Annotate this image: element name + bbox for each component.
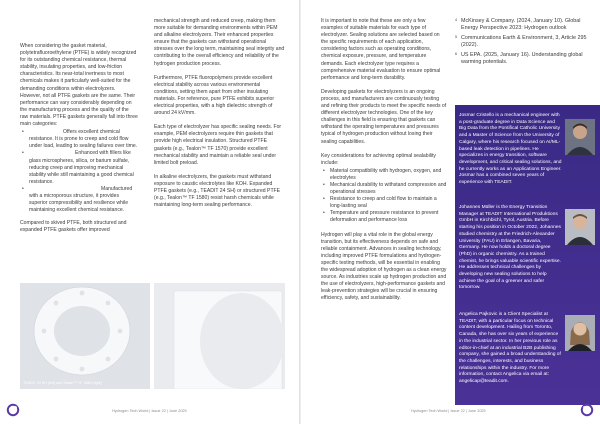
list-item: • Temperature and pressure resistance to prevent deformation and performance loss	[321, 210, 448, 224]
reference-item: 5 Communications Earth & Environment, 3, Article 295 (2022).	[455, 34, 587, 49]
left-column-2	[154, 18, 285, 216]
gasket-photo-left	[20, 283, 150, 389]
reference-item: 6 US EPA. (2025, January 16). Understanding global warming potentials.	[455, 51, 583, 66]
references-list	[455, 18, 597, 68]
left-footer: Hydrogen Tech World | Issue 22 | June 2025	[112, 409, 187, 413]
category-expanded: • Manufactured with a microporous structure, it provides superior compressibility and resilience while maintaining excellent chemical resistance.	[20, 186, 138, 214]
col3-paragraph-3: Key considerations for achieving optimal sealability include:	[321, 152, 436, 166]
reference-item: 4 McKinsey & Company. (2024, January 10). Global Energy Perspective 2023: Hydrogen outlook	[455, 18, 581, 32]
col3-paragraph-2: Developing gaskets for electrolyzers is an ongoing process, and manufacturers are continuously testing and refining their products to meet the specific needs of different electrolyzer technologies. One of the key challenges in this field is ensuring that gaskets can withstand the operating temperatures and pressures typical of hydrogen production without losing their sealing capabilities.	[321, 88, 447, 145]
photo-caption: TEADIT 24 SH (left) and Tealon™ TF 1580 (right)	[23, 381, 102, 385]
avatar	[565, 119, 595, 155]
compare-paragraph: Compared to skived PTFE, both structured and expanded PTFE gaskets offer improved	[20, 220, 127, 234]
bio-johannes: Johannes Müller is the Energy Transition Manager at TEADIT International Produktions GmbH in Kirchbichl, Tyrol, Austria. Before starting his position in October 2022, Johannes studied chemistry at the Friedrich-Alexander University (FAU) in Erlangen, Bavaria, Germany. He now holds a doctoral degree (PhD) in organic chemistry. As a trained chemist, he brings valuable scientific expertise. He addresses technical challenges by developing new sealing solutions to help achieve the goal of a greener and safer tomorrow.	[459, 205, 561, 291]
category-structured: • Enhanced with fillers like glass microspheres, silica, or barium sulfate, reducing creep and improving mechanical stability while still maintaining a good chemical resistance.	[20, 150, 138, 185]
gasket-ring-icon	[154, 283, 285, 389]
sealability-list	[321, 168, 448, 225]
right-footer: Hydrogen Tech World | Issue 22 | June 2025	[411, 409, 486, 413]
bio-josmar: Josmar Cristello is a mechanical engineer with a post-graduate degree in Data Science and Big Data from the Pontifical Catholic University and a Master of Science from the University of Calgary, where his research focused on AI/ML-based leak detection in pipelines. He specializes in energy transition, software development, and critical sealing solutions, and he currently works as an Applications Engineer. Josmar has a combined seven years of experience with TEADIT.	[459, 113, 562, 186]
avatar	[565, 209, 595, 245]
magazine-logo-icon	[6, 403, 20, 417]
category-skived: • Offers excellent chemical resistance. It is prone to creep and cold flow under load, leading to sealing failures over time.	[20, 129, 138, 150]
gasket-ring-icon	[20, 283, 150, 389]
list-item: • Mechanical durability to withstand compression and operational stresses	[321, 182, 448, 196]
col3-paragraph-1: It is important to note that these are only a few examples of suitable materials for each type of electrolyzer. Sealing solutions are selected based on the specific requirements of each application, considering factors such as operating conditions, chemical exposure, pressure, and temperature demands. Each electrolyzer type requires a comprehensive material evaluation to ensure optimal performance and long-term durability.	[321, 18, 441, 81]
bio-angelica: Angelica Pajkovic is a Client Specialist at TEADIT, with a particular focus on technical content development. Hailing from Toronto, Canada, she has over six years of experience in the industrial sector. In her previous role as editor-in-chief at an industrial B2B publishing company, she gained a broad understanding of the challenges, interests, and business relationships within the industry. For more information, contact Angelica via email at: angelicap@teadit.com.	[459, 312, 561, 385]
col3-paragraph-4: Hydrogen will play a vital role in the global energy transition, but its effectiveness depends on safe and reliable containment. Advances in sealing technology, including improved PTFE formulations and hydrogen-specific testing methods, will be essential in enabling the widespread adoption of hydrogen as a clean energy source. As industries scale up hydrogen production and the use of electrolyzers, high-performance gaskets and leak-prevention strategies will be crucial in ensuring efficiency, safety, and sustainability.	[321, 231, 447, 302]
avatar	[565, 315, 595, 351]
col2-paragraph-1: mechanical strength and reduced creep, making them more suitable for demanding environments within PEM and alkaline electrolyzers. Their enhanced properties ensure that the gaskets can withstand operational stresses over the long term, maintaining seal integrity and contributing to the overall efficiency and reliability of the hydrogen production process.	[154, 18, 285, 67]
intro-paragraph: When considering the gasket material, polytetrafluoroethylene (PTFE) is widely recognized for its outstanding chemical resistance, thermal stability, insulating properties, and low-friction characteristics. Its near-total inertness to most chemicals makes it particularly well-suited for the demanding conditions within electrolyzers. However, not all PTFE gaskets are the same. Their performance can vary considerably depending on the manufacturing process and the quality of the raw materials. PTFE gaskets generally fall into three main categories:	[20, 43, 138, 128]
gasket-photo-right	[154, 283, 285, 389]
left-column-1	[20, 43, 138, 241]
list-item: • Material compatibility with hydrogen, oxygen, and electrolytes	[321, 168, 448, 182]
col2-paragraph-3: Each type of electrolyzer has specific sealing needs. For example, PEM electrolyzers require thin gaskets that provide high electrical insulation. Structured PTFE gaskets (e.g., Tealon™ TF 1570) provide excellent mechanical stability and maintain a reliable seal under limited bolt preload.	[154, 124, 282, 166]
right-column-1	[321, 18, 448, 309]
magazine-logo-icon	[580, 403, 594, 417]
list-item: • Resistance to creep and cold flow to maintain a long-lasting seal	[321, 196, 448, 210]
col2-paragraph-4: In alkaline electrolyzers, the gaskets must withstand exposure to caustic electrolytes like KOH. Expanded PTFE gaskets (e.g., TEADIT 24 SH) or structured PTFE (e.g., Tealon™ TF 1580) resist harsh chemicals while maintaining long-term sealing performance.	[154, 173, 281, 209]
author-bio-panel	[455, 105, 600, 405]
col2-paragraph-2: Furthermore, PTFE fluoropolymers provide excellent electrical stability across various environmental conditions, setting them apart from other insulating materials. For reference, pure PTFE exhibits superior electrical properties, with a high dielectric strength of around 24 kV/mm.	[154, 74, 275, 117]
page-gutter	[299, 0, 301, 424]
